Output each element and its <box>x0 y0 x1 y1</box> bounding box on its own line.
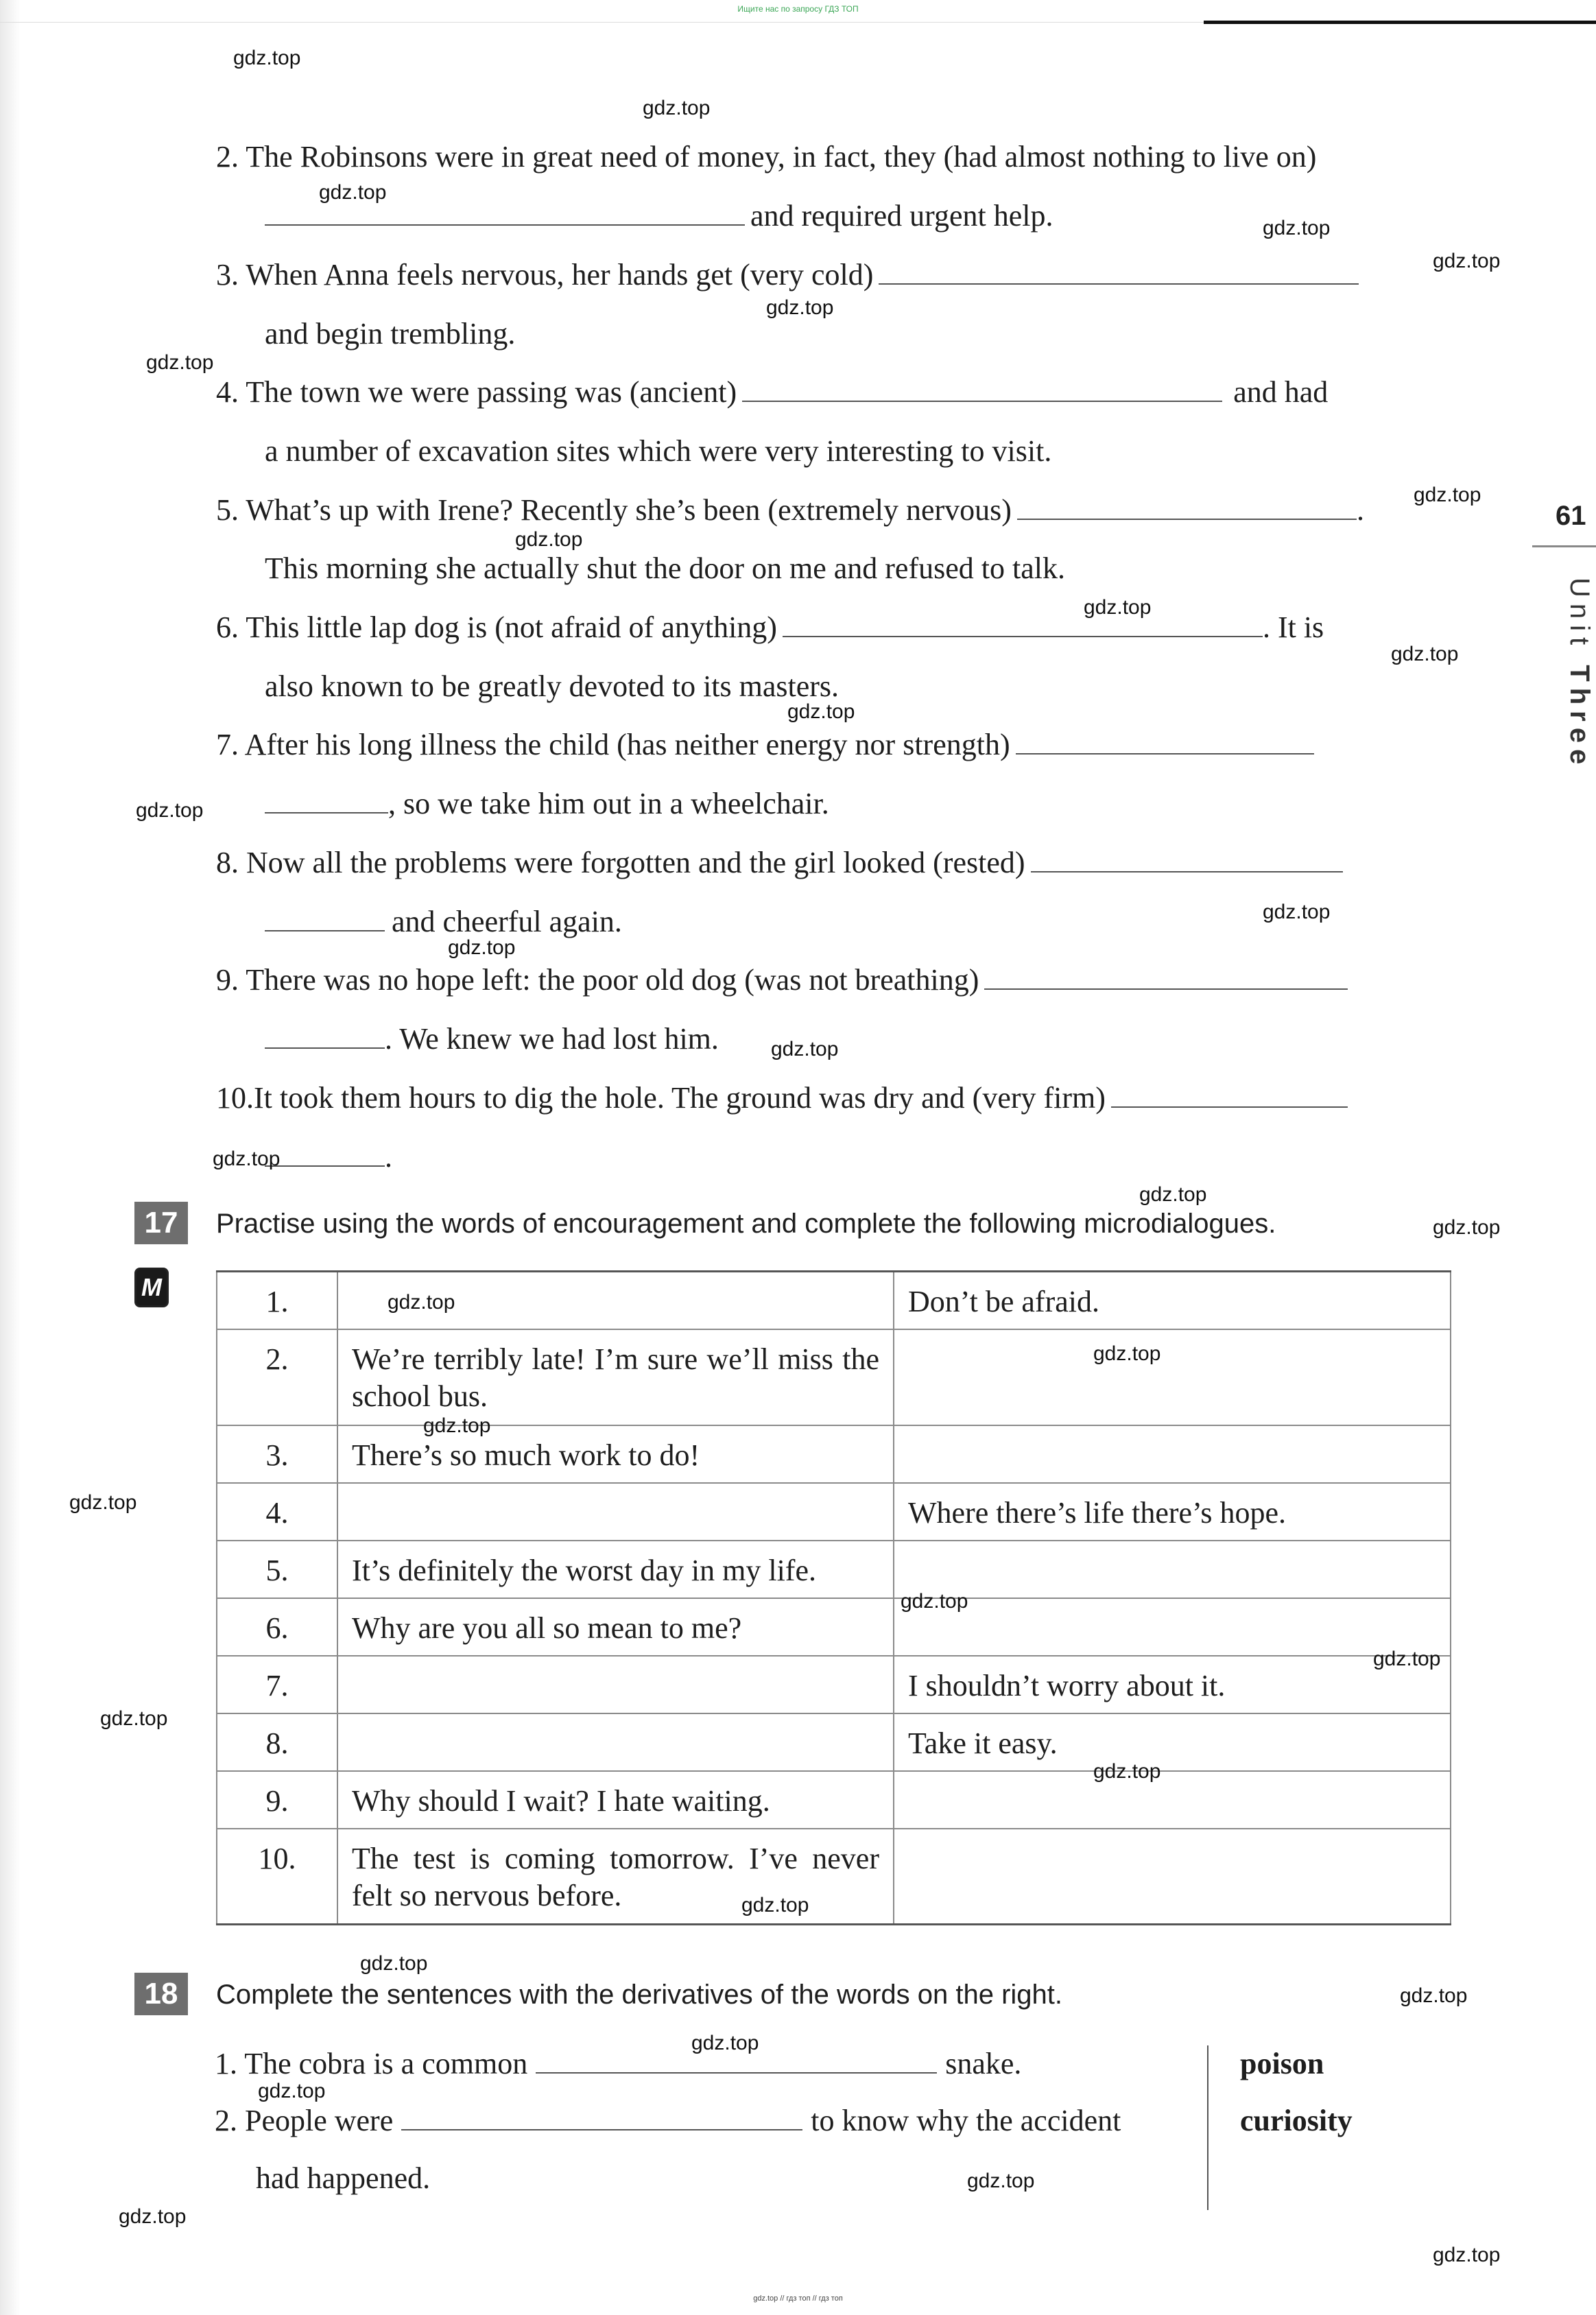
answer-blank[interactable] <box>265 1142 385 1167</box>
unit-name: Three <box>1564 665 1595 771</box>
ex16-item-10-line1: 10.It took them hours to dig the hole. The ground was dry and (very firm) <box>216 1080 1353 1116</box>
microdialogues-table <box>216 1270 1451 1925</box>
watermark: gdz.top <box>901 1590 968 1613</box>
watermark: gdz.top <box>1139 1183 1207 1206</box>
ex16-item-10-line2: . <box>265 1139 392 1175</box>
dialogue-row <box>217 1656 1451 1713</box>
ex16-item-7-line2: , so we take him out in a wheelchair. <box>265 786 829 822</box>
m-marker-icon: M <box>134 1268 169 1307</box>
answer-blank[interactable] <box>1031 848 1343 872</box>
ex16-item-4-line2: a number of excavation sites which were very interesting to visit. <box>265 434 1052 468</box>
watermark: gdz.top <box>100 1707 168 1730</box>
dialogue-row <box>217 1541 1451 1598</box>
ex16-item-4-line1: 4. The town we were passing was (ancient) and had <box>216 375 1329 409</box>
watermark: gdz.top <box>119 2205 187 2228</box>
ex16-item-5-line2: This morning she actually shut the door on me and refused to talk. <box>265 551 1065 585</box>
dialogue-prompt-cell: It’s definitely the worst day in my life. <box>337 1541 894 1598</box>
dialogue-row <box>217 1713 1451 1771</box>
ex16-item-9-line2: . We knew we had lost him. <box>265 1021 719 1057</box>
dialogue-number: 7. <box>217 1656 337 1713</box>
header-rule <box>1204 21 1596 24</box>
answer-blank[interactable] <box>1016 730 1314 755</box>
dialogue-response-cell[interactable] <box>894 1329 1451 1425</box>
watermark: gdz.top <box>691 2032 759 2054</box>
watermark: gdz.top <box>1263 901 1331 923</box>
watermark: gdz.top <box>360 1952 428 1975</box>
dialogue-number: 6. <box>217 1598 337 1656</box>
dialogue-response-cell[interactable] <box>894 1771 1451 1829</box>
watermark: gdz.top <box>69 1491 137 1514</box>
header-thin-rule <box>0 22 1204 23</box>
watermark: gdz.top <box>388 1291 455 1314</box>
answer-blank[interactable] <box>265 201 745 226</box>
dialogue-row <box>217 1771 1451 1829</box>
dialogue-response-cell: Don’t be afraid. <box>894 1272 1451 1329</box>
watermark: gdz.top <box>1263 217 1331 239</box>
dialogue-row <box>217 1425 1451 1483</box>
dialogue-number: 10. <box>217 1829 337 1925</box>
ex16-item-8-line1: 8. Now all the problems were forgotten and the girl looked (rested) <box>216 845 1348 881</box>
exercise-18-title: Complete the sentences with the derivatives of the words on the right. <box>216 1980 1063 2010</box>
watermark: gdz.top <box>643 97 711 119</box>
dialogue-prompt-cell[interactable] <box>337 1713 894 1771</box>
ex16-item-8-line2: and cheerful again. <box>265 904 622 940</box>
watermark: gdz.top <box>1093 1760 1161 1783</box>
watermark: gdz.top <box>448 936 516 959</box>
watermark: gdz.top <box>258 2080 326 2102</box>
watermark: gdz.top <box>1093 1342 1161 1365</box>
ex18-item-2-line2: had happened. <box>256 2161 431 2195</box>
dialogue-response-cell: I shouldn’t worry about it. <box>894 1656 1451 1713</box>
watermark: gdz.top <box>1433 2244 1501 2266</box>
watermark: gdz.top <box>1391 643 1459 665</box>
answer-blank[interactable] <box>265 1024 385 1049</box>
answer-blank[interactable] <box>1017 495 1357 520</box>
ex16-item-2-line2: and required urgent help. <box>265 198 1053 234</box>
watermark: gdz.top <box>787 700 855 723</box>
watermark: gdz.top <box>1433 250 1501 272</box>
watermark: gdz.top <box>319 181 387 204</box>
dialogue-prompt-cell: There’s so much work to do! <box>337 1425 894 1483</box>
answer-blank[interactable] <box>984 965 1348 990</box>
answer-blank[interactable] <box>265 907 385 931</box>
word-poison: poison <box>1240 2047 1324 2080</box>
dialogue-response-cell: Take it easy. <box>894 1713 1451 1771</box>
dialogue-row <box>217 1829 1451 1925</box>
dialogue-number: 5. <box>217 1541 337 1598</box>
side-rule <box>1532 545 1596 547</box>
watermark: gdz.top <box>766 296 834 319</box>
watermark: gdz.top <box>771 1038 839 1060</box>
answer-blank[interactable] <box>401 2106 802 2130</box>
exercise-17-title: Practise using the words of encouragement and complete the following microdialogues. <box>216 1209 1276 1239</box>
words-divider <box>1207 2045 1208 2210</box>
ex16-item-5-line1: 5. What’s up with Irene? Recently she’s been (extremely nervous) . <box>216 493 1364 527</box>
answer-blank[interactable] <box>1111 1083 1348 1108</box>
ex16-item-2-line1: 2. The Robinsons were in great need of money, in fact, they (had almost nothing to live on) <box>216 140 1317 174</box>
dialogue-row <box>217 1483 1451 1541</box>
page-number: 61 <box>1556 501 1586 531</box>
dialogue-number: 1. <box>217 1272 337 1329</box>
ex18-item-2-line1: 2. People were to know why the accident <box>215 2104 1121 2137</box>
ex18-item-1: 1. The cobra is a common snake. <box>215 2047 1022 2080</box>
dialogue-response-cell[interactable] <box>894 1541 1451 1598</box>
ex16-item-3-line1: 3. When Anna feels nervous, her hands get (very cold) <box>216 257 1364 293</box>
dialogue-prompt-cell: Why should I wait? I hate waiting. <box>337 1771 894 1829</box>
watermark: gdz.top <box>741 1894 809 1916</box>
word-curiosity: curiosity <box>1240 2104 1353 2137</box>
dialogue-prompt-cell: Why are you all so mean to me? <box>337 1598 894 1656</box>
answer-blank[interactable] <box>783 613 1263 637</box>
dialogue-response-cell[interactable] <box>894 1598 1451 1656</box>
answer-blank[interactable] <box>265 789 388 814</box>
dialogue-number: 4. <box>217 1483 337 1541</box>
exercise-17-badge: 17 <box>134 1202 188 1244</box>
watermark: gdz.top <box>146 351 214 374</box>
watermark: gdz.top <box>1433 1216 1501 1239</box>
ex16-item-3-line2: and begin trembling. <box>265 317 516 351</box>
dialogue-row <box>217 1329 1451 1425</box>
search-note: Ищите нас по запросу ГДЗ ТОП <box>737 4 859 14</box>
dialogue-prompt-cell: We’re terribly late! I’m sure we’ll miss the school bus. <box>337 1329 894 1425</box>
ex16-item-6-line2: also known to be greatly devoted to its masters. <box>265 669 839 703</box>
dialogue-prompt-cell[interactable] <box>337 1483 894 1541</box>
watermark: gdz.top <box>967 2170 1035 2192</box>
unit-label <box>1564 578 1595 770</box>
dialogue-number: 3. <box>217 1425 337 1483</box>
dialogue-number: 9. <box>217 1771 337 1829</box>
dialogue-number: 2. <box>217 1329 337 1425</box>
watermark: gdz.top <box>1373 1648 1441 1670</box>
answer-blank[interactable] <box>879 260 1359 285</box>
watermark: gdz.top <box>423 1414 491 1437</box>
answer-blank[interactable] <box>742 377 1222 402</box>
footer-note: gdz.top // гдз топ // гдз топ <box>753 2294 843 2303</box>
dialogue-response-cell: Where there’s life there’s hope. <box>894 1483 1451 1541</box>
watermark: gdz.top <box>136 799 204 822</box>
dialogue-prompt-cell: The test is coming tomorrow. I’ve never felt so nervous before. <box>337 1829 894 1925</box>
watermark: gdz.top <box>213 1148 281 1170</box>
page-edge-shadow <box>0 0 21 2315</box>
dialogue-prompt-cell[interactable] <box>337 1656 894 1713</box>
dialogue-response-cell[interactable] <box>894 1425 1451 1483</box>
watermark: gdz.top <box>1414 484 1481 506</box>
ex16-item-9-line1: 9. There was no hope left: the poor old dog (was not breathing) <box>216 962 1353 998</box>
unit-word: Unit <box>1564 578 1595 652</box>
dialogue-number: 8. <box>217 1713 337 1771</box>
watermark: gdz.top <box>233 47 301 69</box>
watermark: gdz.top <box>1400 1984 1468 2007</box>
ex16-item-7-line1: 7. After his long illness the child (has neither energy nor strength) <box>216 727 1320 763</box>
ex16-item-6-line1: 6. This little lap dog is (not afraid of anything) . It is <box>216 610 1324 644</box>
dialogue-response-cell[interactable] <box>894 1829 1451 1925</box>
watermark: gdz.top <box>1084 596 1152 619</box>
watermark: gdz.top <box>515 528 583 551</box>
exercise-18-badge: 18 <box>134 1973 188 2015</box>
dialogue-row <box>217 1598 1451 1656</box>
